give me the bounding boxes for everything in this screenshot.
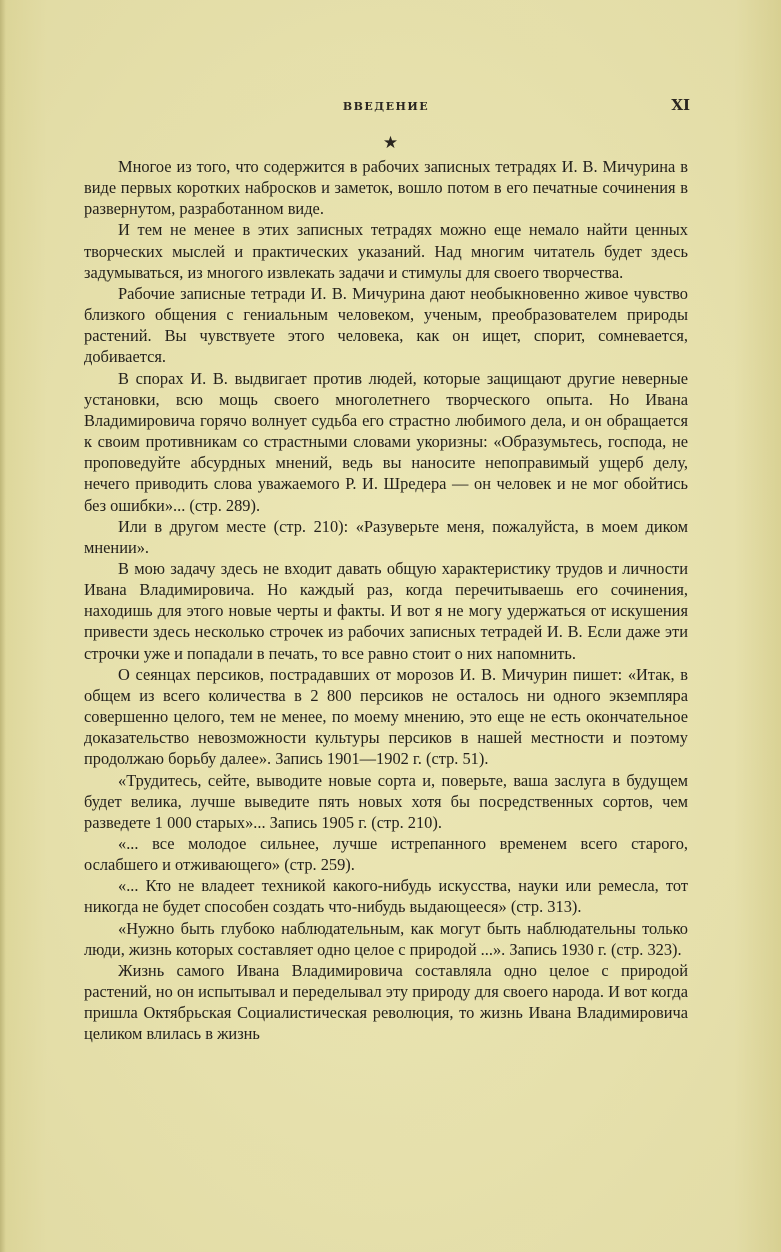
page-edge-shadow: [0, 0, 6, 1252]
paragraph: И тем не менее в этих записных тетрадях можно еще немало найти ценных творческих мыслей и практических указаний. Над многим читатель будет здесь задумываться, из многого извлекать задачи и стимулы для своего творчества.: [84, 220, 688, 282]
paragraph: Или в другом месте (стр. 210): «Разуверьте меня, пожалуйста, в моем диком мнении».: [84, 516, 688, 557]
paragraph: Рабочие записные тетради И. В. Мичурина дают необыкновенно живое чувство близкого общения с гениальным человеком, ученым, преобразователем природы растений. Вы чувствуете этого человека, как он ищет, спорит, сомневается, добивается.: [84, 283, 688, 367]
paragraph: Многое из того, что содержится в рабочих записных тетрадях И. В. Мичурина в виде первых коротких набросков и заметок, вошло потом в его печатные сочинения в развернутом, разработанном виде.: [84, 157, 688, 219]
paragraph: О сеянцах персиков, пострадавших от морозов И. В. Мичурин пишет: «Итак, в общем из всего количества в 2 800 персиков не осталось ни одного экземпляра совершенно целого, тем не менее, по моему мнению, это еще не есть окончательное доказательство невозможности культуры персиков в нашей местности и поэтому продолжаю борьбу далее». Запись 1901—1902 г. (стр. 51).: [84, 664, 688, 769]
page-number: XI: [671, 96, 690, 114]
running-head: ВВЕДЕНИЕ: [342, 100, 430, 113]
page-header: [82, 96, 690, 116]
paragraph: Жизнь самого Ивана Владимировича составляла одно целое с природой растений, но он испытывал и переделывал эту природу для своего народа. И вот когда пришла Октябрьская Социалистическая революция, то жизнь Ивана Владимировича целиком влилась в жизнь: [84, 960, 688, 1044]
paragraph: «Трудитесь, сейте, выводите новые сорта и, поверьте, ваша заслуга в будущем будет велика, лучше выведите пять новых хотя бы посредственных сортов, чем разведете 1 000 старых»... Запись 1905 г. (стр. 210).: [84, 770, 688, 832]
paragraph: «... все молодое сильнее, лучше истрепанного временем всего старого, ослабшего и отживающего» (стр. 259).: [84, 834, 688, 875]
paragraph: «Нужно быть глубоко наблюдательным, как могут быть наблюдательны только люди, жизнь которых составляет одно целое с природой ...». Запись 1930 г. (стр. 323).: [84, 918, 688, 959]
paragraph: В мою задачу здесь не входит давать общую характеристику трудов и личности Ивана Владимировича. Но каждый раз, когда перечитываешь его сочинения, находишь для этого новые черты и факты. И вот я не могу удержаться от искушения привести здесь несколько строчек из рабочих записных тетрадей И. В. Если даже эти строчки уже и попадали в печать, то все равно стоит о них напомнить.: [84, 558, 688, 663]
star-ornament-icon: ★: [382, 133, 399, 153]
paragraph: «... Кто не владеет техникой какого-нибудь искусства, науки или ремесла, тот никогда не будет способен создать что-нибудь выдающееся» (стр. 313).: [84, 876, 688, 917]
paragraph: В спорах И. В. выдвигает против людей, которые защищают другие неверные установки, всю мощь своего многолетнего творческого опыта. Но Ивана Владимировича горячо волнует судьба его страстно любимого дела, и он обращается к своим противникам со страстными словами укоризны: «Образумьтесь, господа, не проповедуйте абсурдных мнений, ведь вы наносите непоправимый ущерб делу, нечего приводить слова уважаемого Р. И. Шредера — он человек и не мог обойтись без ошибки»... (стр. 289).: [84, 368, 688, 515]
body-text: [84, 156, 688, 1045]
